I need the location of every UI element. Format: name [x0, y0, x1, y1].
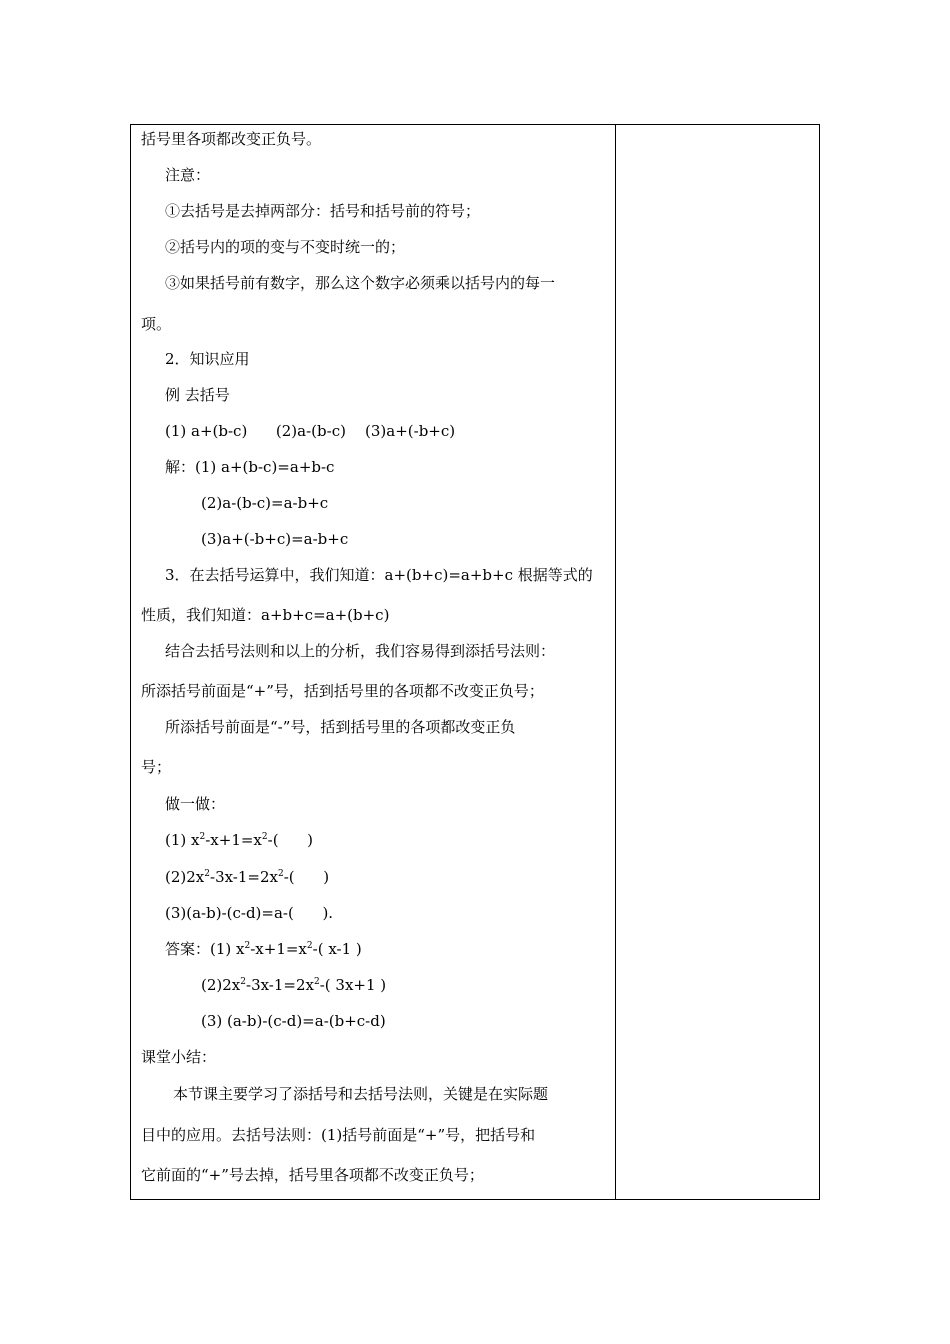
text-line: 答案：(1) $x^2-x+1=x^2-$( x-1 ) — [165, 940, 362, 958]
text-line: ①去括号是去掉两部分：括号和括号前的符号； — [165, 202, 481, 220]
notes-column — [617, 125, 819, 1199]
text-line: (2)a-(b-c)=a-b+c — [201, 494, 329, 512]
text-line: (3)a+(-b+c)=a-b+c — [201, 530, 349, 548]
text-line: 号； — [141, 758, 172, 776]
text-line: 解：(1) a+(b-c)=a+b-c — [165, 458, 335, 476]
text-line: 2．知识应用 — [165, 350, 250, 368]
text-line: $(2)2x^2-3x-1=2x^2-$( ) — [165, 868, 330, 886]
text-line: 性质，我们知道：a+b+c=a+(b+c) — [141, 606, 390, 624]
text-line: 括号里各项都改变正负号。 — [141, 130, 322, 148]
lesson-content-column — [131, 125, 616, 1199]
text-line: (3)(a-b)-(c-d)=a-( ). — [165, 904, 334, 922]
text-line: 3．在去括号运算中，我们知道：a+(b+c)=a+b+c 根据等式的 — [165, 566, 593, 584]
lesson-table — [130, 124, 820, 1200]
text-line: ②括号内的项的变与不变时统一的； — [165, 238, 406, 256]
text-line: 注意： — [165, 166, 211, 184]
text-line: $(2)2x^2-3x-1=2x^2-$( 3x+1 ) — [201, 976, 387, 994]
text-line: (1) $x^2-x+1=x^2-$( ) — [165, 831, 314, 849]
text-line: 所添括号前面是“+”号，括到括号里的各项都不改变正负号； — [141, 682, 544, 700]
text-line: ③如果括号前有数字，那么这个数字必须乘以括号内的每一 — [165, 274, 556, 292]
text-line: 做一做： — [165, 795, 226, 813]
text-line: 项。 — [141, 315, 172, 333]
text-line: (3) (a-b)-(c-d)=a-(b+c-d) — [201, 1012, 386, 1030]
text-line: 例 去括号 — [165, 386, 230, 404]
text-line: 它前面的“+”号去掉，括号里各项都不改变正负号； — [141, 1166, 484, 1184]
text-line: 结合去括号法则和以上的分析，我们容易得到添括号法则： — [165, 642, 556, 660]
text-line: 所添括号前面是“-”号，括到括号里的各项都改变正负 — [165, 718, 516, 736]
text-line: 目中的应用。去括号法则：(1)括号前面是“+”号，把括号和 — [141, 1126, 536, 1144]
text-line: (1) a+(b-c) (2)a-(b-c) (3)a+(-b+c) — [165, 422, 456, 440]
text-line: 课堂小结： — [141, 1048, 217, 1066]
text-line: 本节课主要学习了添括号和去括号法则，关键是在实际题 — [173, 1085, 549, 1103]
